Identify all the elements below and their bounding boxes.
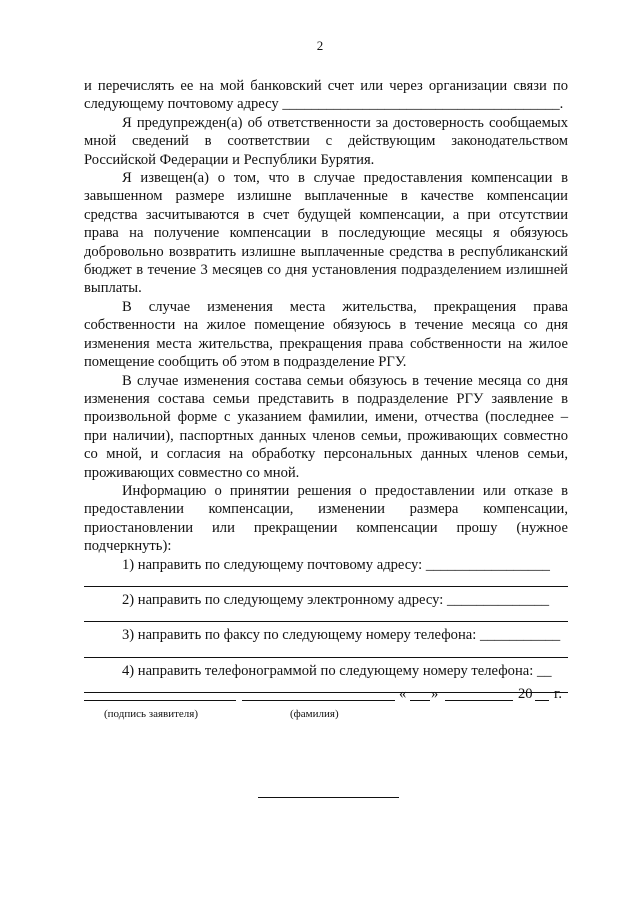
document-body: [84, 77, 568, 697]
date-year-prefix: 20: [518, 686, 533, 702]
option-postal-fill-line[interactable]: [84, 574, 568, 587]
paragraph-residence-change: В случае изменения места жительства, прекращения права собственности на жилое помещение обязуюсь в течение месяца со дня изменения места жительства, прекращения права собственности на жилое помещение сообщить об этом в подразделение РГУ.: [84, 298, 568, 371]
option-phonogram-label: 4) направить телефонограммой по следующему номеру телефона: __: [122, 662, 552, 679]
option-fax-fill-line[interactable]: [84, 645, 568, 658]
paragraph-notification-method: Информацию о принятии решения о предоставлении или отказе в предоставлении компенсации, изменении размера компенсации, приостановлении или прекращении компенсации прошу (нужное подчеркнуть):: [84, 482, 568, 555]
paragraph-responsibility: Я предупрежден(а) об ответственности за достоверность сообщаемых мной сведений в соответствии с действующим законодательством Российской Федерации и Республики Бурятия.: [84, 114, 568, 168]
date-open-quote: «: [399, 686, 407, 702]
page-number: 2: [316, 38, 324, 53]
signature-field[interactable]: [84, 700, 236, 701]
option-email-fill-line[interactable]: [84, 609, 568, 622]
date-month-field[interactable]: [445, 700, 513, 701]
option-email: [84, 591, 568, 622]
bottom-separator-line: [258, 797, 399, 798]
option-email-label: 2) направить по следующему электронному адресу: ______________: [122, 591, 550, 608]
option-postal-label: 1) направить по следующему почтовому адресу: _________________: [122, 556, 550, 573]
date-day-field[interactable]: [410, 700, 430, 701]
paragraph-family-change: В случае изменения состава семьи обязуюсь в течение месяца со дня изменения состава семьи представить в подразделение РГУ заявление в произвольной форме с указанием фамилии, имени, отчества (последнее – при наличии), паспортных данных членов семьи, проживающих совместно со мной, и согласия на обработку персональных данных членов семьи, проживающих совместно со мной.: [84, 372, 568, 481]
surname-caption: (фамилия): [290, 708, 339, 720]
date-year-suffix: г.: [554, 686, 562, 702]
paragraph-line-2: следующему почтовому адресу ______________________________________.: [84, 96, 564, 113]
option-fax-label: 3) направить по факсу по следующему номеру телефона: ___________: [122, 627, 561, 644]
paragraph-line-1: и перечислять ее на мой банковский счет или через организации связи по: [84, 78, 568, 94]
date-close-quote: »: [431, 686, 439, 702]
paragraph-overpayment: Я извещен(а) о том, что в случае предоставления компенсации в завышенном размере излишне выплаченные в качестве компенсации средства засчитываются в счет будущей компенсации, а при отсутствии права на получение компенсации в последующие месяцы я обязуюсь добровольно возвратить излишне выплаченные средства в республиканский бюджет в течение 3 месяцев со дня установления подразделением излишней выплаты.: [84, 170, 568, 297]
option-postal: [84, 556, 568, 587]
date-year-field[interactable]: [535, 700, 549, 701]
signature-caption: (подпись заявителя): [104, 708, 199, 720]
signature-row: [84, 686, 568, 704]
option-fax: [84, 626, 568, 657]
surname-field[interactable]: [242, 700, 395, 701]
